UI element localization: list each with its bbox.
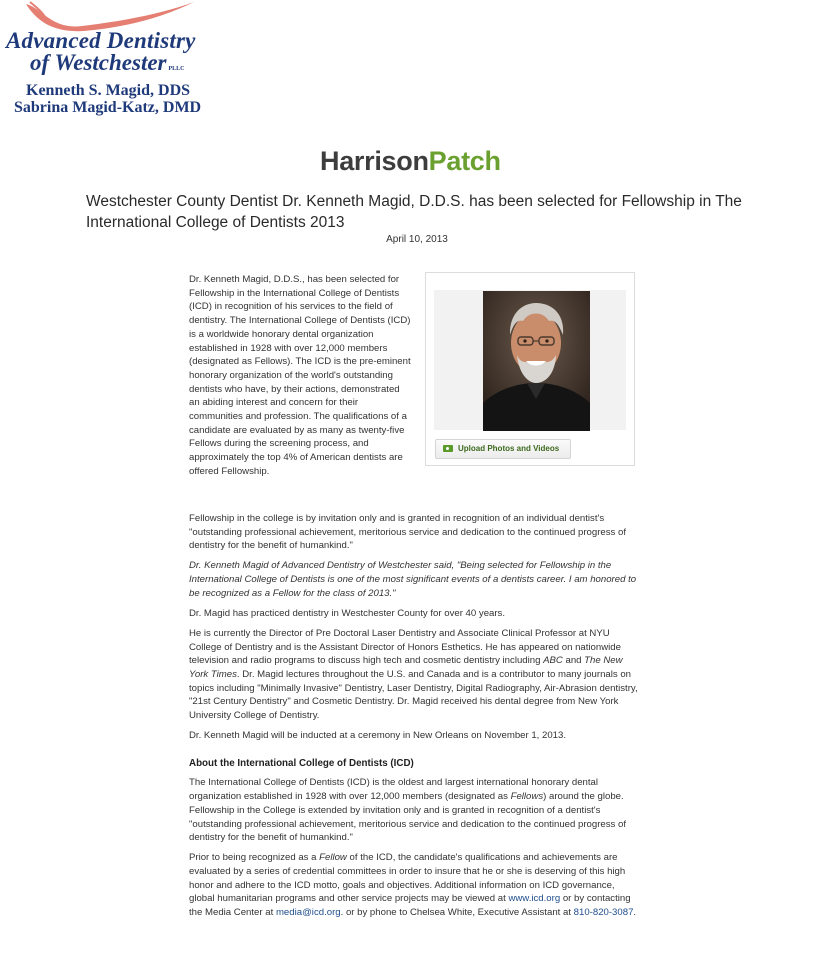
logo-suffix: PLLC xyxy=(168,66,185,72)
paragraph-about-credentials: Prior to being recognized as a Fellow of the ICD, the candidate's qualifications and achievements are evaluated by a series of credential committees in order to insure that he or she is deserving of this high honor and adhere to the ICD motto, goals and objectives. Additional information on ICD governance, global humanitarian programs and other service projects may be viewed at www.icd.org or by contacting the Media Center at media@icd.org. or by phone to Chelsea White, Executive Assistant at 810-820-3087. xyxy=(189,852,637,919)
paragraph-practice: Dr. Magid has practiced dentistry in Westchester County for over 40 years. xyxy=(189,607,506,619)
icd-website-link[interactable]: www.icd.org xyxy=(508,893,561,905)
logo-line-2: of Westchester PLLC xyxy=(30,50,185,75)
camera-icon xyxy=(443,445,453,452)
logo-doctor-1: Kenneth S. Magid, DDS xyxy=(26,82,191,99)
paragraph-quote: Dr. Kenneth Magid of Advanced Dentistry of Westchester said, "Being selected for Fellowship in the International College of Dentists is one of the most significant events of a dentists career. I am honored to be recognized as a Fellow for the class of 2013." xyxy=(189,560,637,599)
paragraph-ceremony: Dr. Kenneth Magid will be inducted at a ceremony in New Orleans on November 1, 2013. xyxy=(189,730,567,742)
paragraph-about-icd: The International College of Dentists (ICD) is the oldest and largest international honorary dental organization established in 1928 with over 12,000 members (designated as Fellows) around the globe. Fellowship in the College is extended by invitation only and is granted in recognition of a dentist's "outstanding professional achievement, meritorious service and dedication to the continued progress of dentistry for the benefit of humankind." xyxy=(189,777,626,844)
media-email-link[interactable]: media@icd.org xyxy=(275,907,341,919)
article-headline: Westchester County Dentist Dr. Kenneth Magid, D.D.S. has been selected for Fellowship in The International College of Dentists 2013 xyxy=(86,193,742,231)
upload-photos-button[interactable] xyxy=(435,439,571,459)
intro-paragraph: Dr. Kenneth Magid, D.D.S., has been selected for Fellowship in the International College of Dentists (ICD) in recognition of his services to the field of dentistry. The International College of Dentists (ICD) is a worldwide honorary dental organization established in 1928 with over 12,000 members (designated as Fellows). The ICD is the pre-eminent honorary organization of the world's outstanding dentists who have, by their actions, demonstrated an abiding interest and concern for their communities and profession. The qualifications of a candidate are evaluated by as many as twenty-five Fellows during the screening process, and approximately the top 4% of American dentists are offered Fellowship. xyxy=(189,274,411,477)
doctor-portrait xyxy=(483,291,590,431)
harrison-patch-logo: HarrisonPatch xyxy=(320,146,501,176)
article-date: April 10, 2013 xyxy=(386,234,448,245)
about-heading: About the International College of Dentists (ICD) xyxy=(189,757,414,769)
photo-widget xyxy=(425,272,635,466)
paragraph-fellowship: Fellowship in the college is by invitation only and is granted in recognition of an individual dentist's "outstanding professional achievement, meritorious service and dedication to the continued progress of dentistry for the benefit of humankind." xyxy=(189,513,626,552)
phone-link[interactable]: 810-820-3087 xyxy=(573,907,634,919)
logo-line-1: Advanced Dentistry xyxy=(6,28,196,53)
photo-frame xyxy=(434,290,626,430)
upload-photos-label: Upload Photos and Videos xyxy=(458,444,560,453)
paragraph-bio: He is currently the Director of Pre Doctoral Laser Dentistry and Associate Clinical Professor at NYU College of Dentistry and is the Assistant Director of Honors Esthetics. He has appeared on nationwide television and radio programs to discuss high tech and cosmetic dentistry including ABC and The New York Times. Dr. Magid lectures throughout the U.S. and Canada and is a contributor to many journals on topics including "Minimally Invasive" Dentistry, Laser Dentistry, Digital Radiography, Air-Abrasion dentistry, "21st Century Dentistry" and Cosmetic Dentistry. Dr. Magid received his dental degree from New York University College of Dentistry. xyxy=(189,627,638,722)
article-body xyxy=(189,512,641,926)
logo-doctor-2: Sabrina Magid-Katz, DMD xyxy=(14,99,202,116)
practice-logo xyxy=(0,0,220,125)
